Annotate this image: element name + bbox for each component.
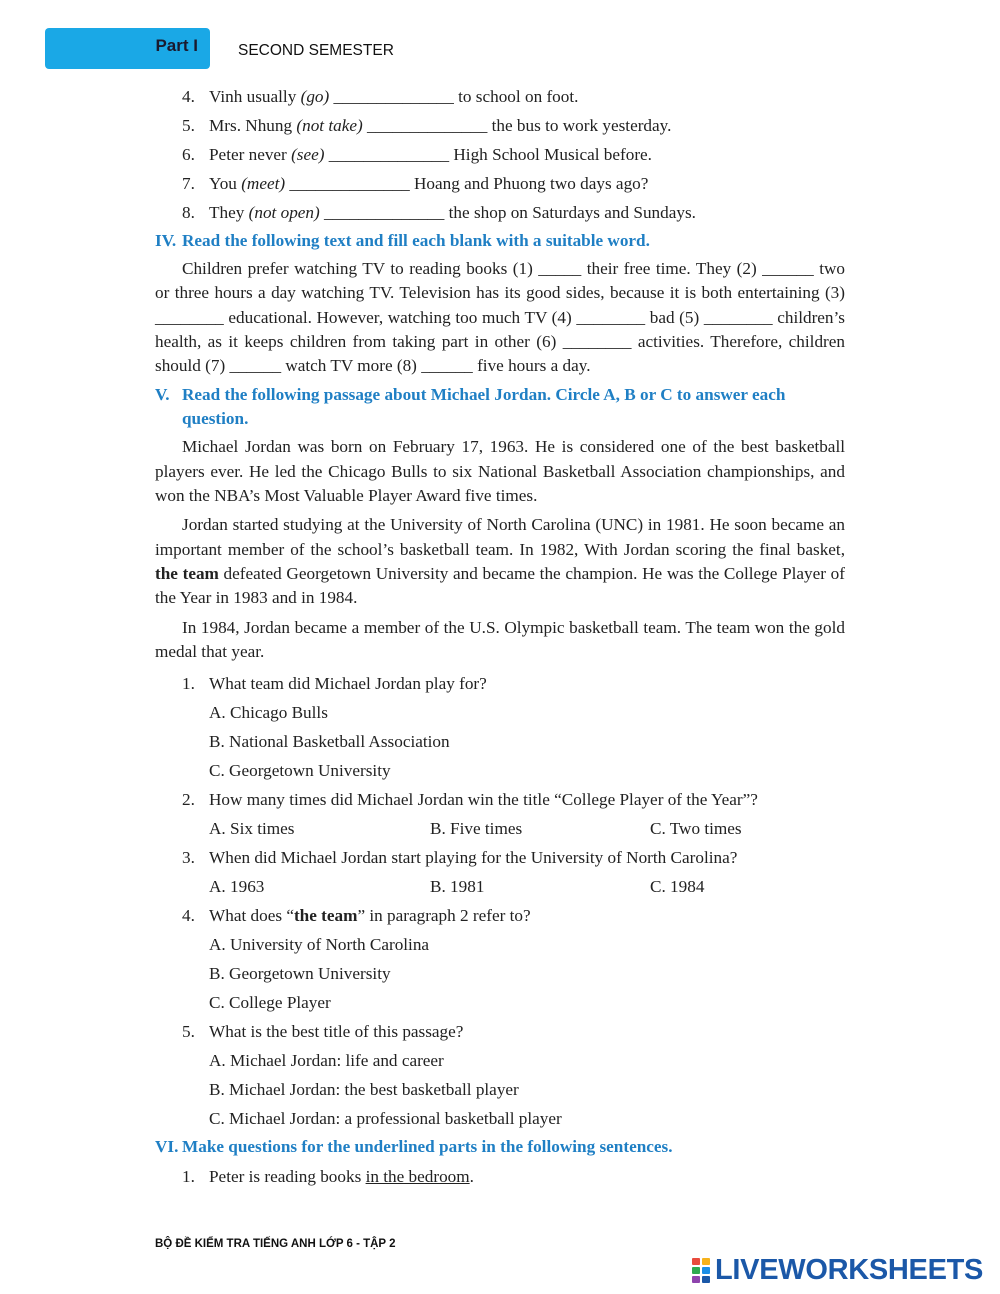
- question-2: 2. How many times did Michael Jordan win the title “College Player of the Year”?: [182, 790, 758, 810]
- footer-text: BỘ ĐỀ KIỂM TRA TIẾNG ANH LỚP 6 - TẬP 2: [155, 1238, 396, 1250]
- part-tab: [45, 28, 210, 69]
- fill-item: 7. You (meet) ______________ Hoang and Phuong two days ago?: [182, 174, 649, 193]
- q1-option-b[interactable]: B. National Basketball Association: [209, 732, 450, 752]
- q1-option-c[interactable]: C. Georgetown University: [209, 761, 391, 781]
- passage-paragraph-2: Jordan started studying at the University of North Carolina (UNC) in 1981. He soon became an important member of the school’s basketball team. In 1982, With Jordan scoring the final basket, the team defeated Georgetown University and became the champion. He was the College Player of the Year in 1983 and in 1984.: [155, 515, 845, 608]
- fill-item: 8. They (not open) ______________ the shop on Saturdays and Sundays.: [182, 203, 696, 222]
- logo-square: [692, 1276, 700, 1283]
- q3-option-c[interactable]: C. 1984: [650, 877, 705, 897]
- section4-heading: IV. Read the following text and fill each blank with a suitable word.: [155, 231, 650, 250]
- q2-option-a[interactable]: A. Six times: [209, 819, 295, 839]
- fill-item: 5. Mrs. Nhung (not take) ______________ the bus to work yesterday.: [182, 116, 672, 135]
- q3-option-b[interactable]: B. 1981: [430, 877, 485, 897]
- section6-heading: VI. Make questions for the underlined parts in the following sentences.: [155, 1137, 673, 1157]
- fill-item: 4. Vinh usually (go) ______________ to school on foot.: [182, 87, 579, 106]
- q4-option-b[interactable]: B. Georgetown University: [209, 964, 391, 984]
- underlined-part: in the bedroom: [365, 1167, 470, 1187]
- q3-option-a[interactable]: A. 1963: [209, 877, 265, 897]
- q5-option-b[interactable]: B. Michael Jordan: the best basketball player: [209, 1080, 519, 1100]
- passage-paragraph-3: In 1984, Jordan became a member of the U.S. Olympic basketball team. The team won the gold medal that year.: [155, 617, 845, 661]
- liveworksheets-logo: [692, 1254, 983, 1287]
- q5-option-a[interactable]: A. Michael Jordan: life and career: [209, 1051, 444, 1071]
- section5-heading: V. Read the following passage about Michael Jordan. Circle A, B or C to answer each question.: [155, 385, 786, 429]
- question-3: 3. When did Michael Jordan start playing for the University of North Carolina?: [182, 848, 738, 868]
- logo-text: LIVEWORKSHEETS: [715, 1254, 984, 1286]
- fill-item: 6. Peter never (see) ______________ High School Musical before.: [182, 145, 652, 164]
- logo-square: [692, 1258, 700, 1265]
- logo-square: [702, 1258, 710, 1265]
- q2-options: [155, 814, 845, 843]
- section3-list: [155, 82, 845, 227]
- q5-option-c[interactable]: C. Michael Jordan: a professional basketball player: [209, 1109, 562, 1129]
- question-5: 5. What is the best title of this passage?: [182, 1022, 464, 1042]
- logo-square: [702, 1276, 710, 1283]
- question-4: 4. What does “the team” in paragraph 2 refer to?: [182, 906, 531, 926]
- q4-option-c[interactable]: C. College Player: [209, 993, 331, 1013]
- q2-option-b[interactable]: B. Five times: [430, 819, 523, 839]
- q1-option-a[interactable]: A. Chicago Bulls: [209, 703, 328, 723]
- passage-paragraph-1: Michael Jordan was born on February 17, 1963. He is considered one of the best basketball players ever. He led the Chicago Bulls to six National Basketball Association championships, and won the NBA’s Most Valuable Player Award five times.: [155, 437, 845, 506]
- section6-question-1: 1. Peter is reading books in the bedroom.: [182, 1167, 474, 1187]
- logo-mark-icon: [692, 1258, 710, 1283]
- logo-square: [702, 1267, 710, 1274]
- section4-text: Children prefer watching TV to reading books (1) _____ their free time. They (2) ______ two or three hours a day watching TV. Television has its good sides, because it is both entertaining (3) ________ educational. However, watching too much TV (4) ________ bad (5) ________ children’s health, as it keeps children from taking part in other (6) ________ activities. Therefore, children should (7) ______ watch TV more (8) ______ five hours a day.: [155, 259, 845, 376]
- part-tab-label: Part I: [155, 36, 198, 55]
- q4-option-a[interactable]: A. University of North Carolina: [209, 935, 430, 955]
- header-title: SECOND SEMESTER: [238, 42, 394, 59]
- logo-square: [692, 1267, 700, 1274]
- q2-option-c[interactable]: C. Two times: [650, 819, 742, 839]
- worksheet-content: [155, 82, 845, 1191]
- question-1: 1. What team did Michael Jordan play for?: [182, 674, 487, 694]
- q3-options: [155, 872, 845, 901]
